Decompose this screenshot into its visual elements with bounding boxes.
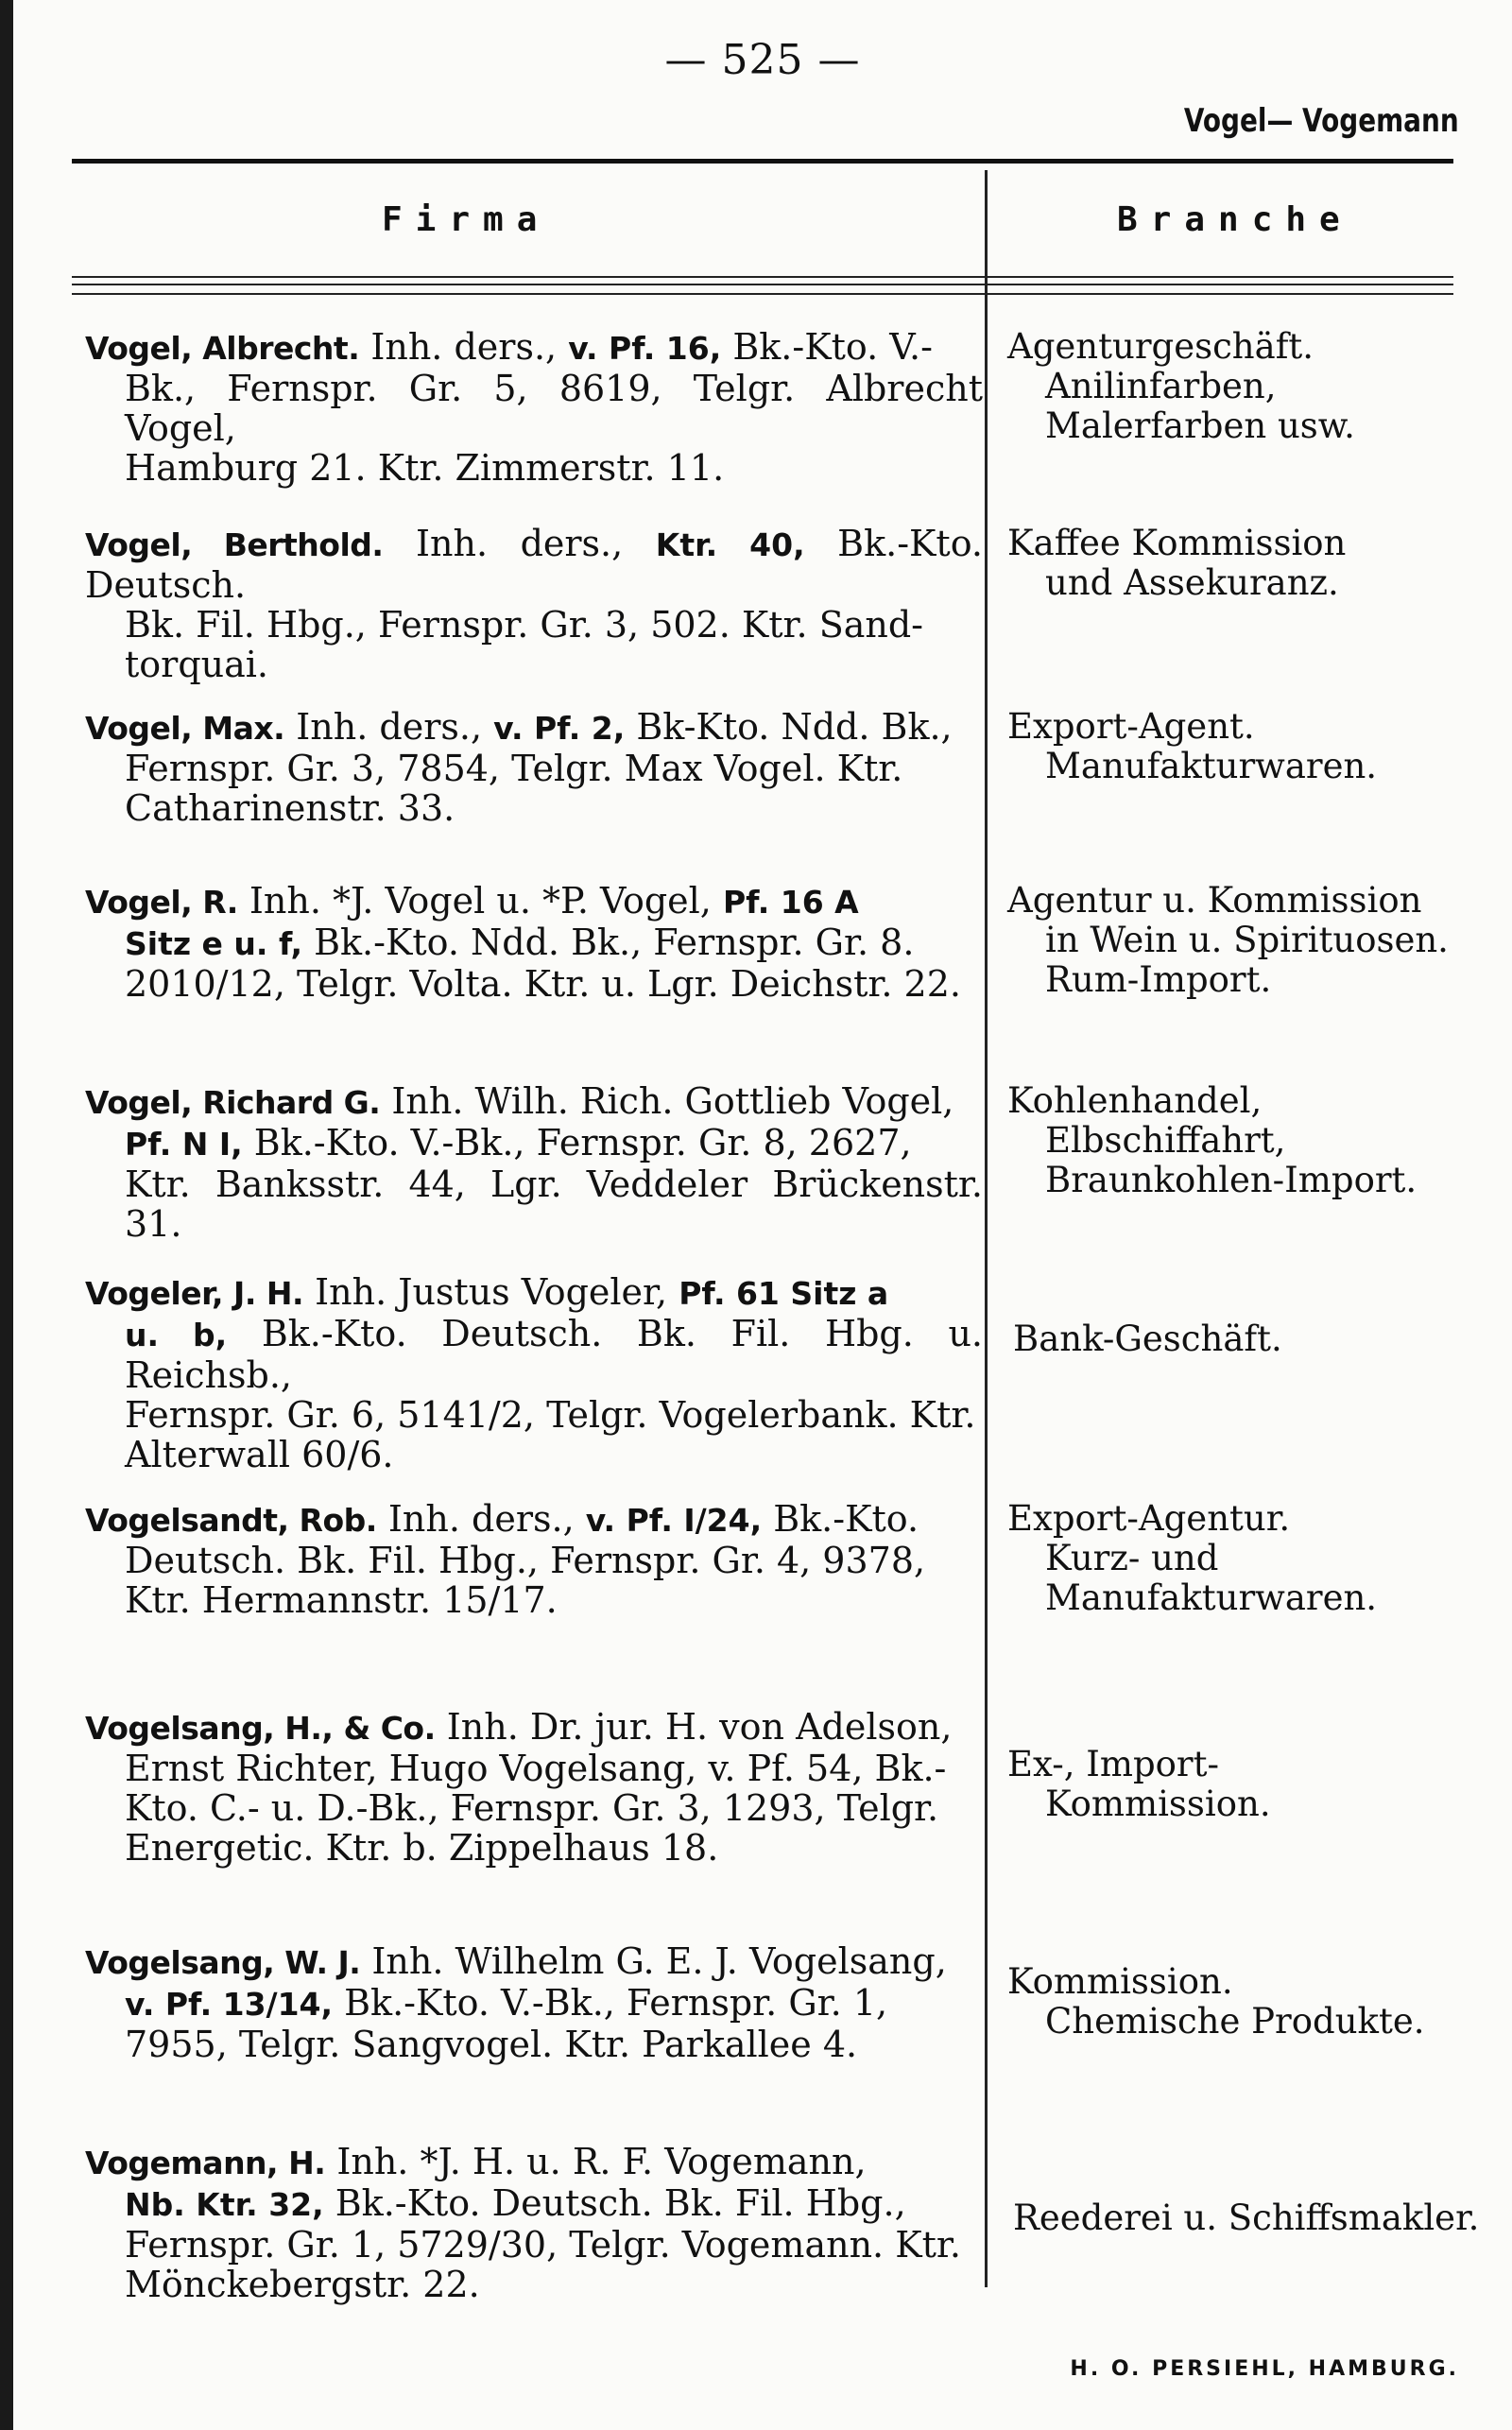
branch-text [1007,2198,1512,2238]
firm-detail: Inh. ders., [387,1498,586,1540]
firm-detail-bold: Pf. 61 Sitz a [679,1275,889,1312]
branch-text [1007,881,1512,1000]
branch-line: Reederei u. Schiffsmakler. [1013,2197,1480,2238]
firm-text [85,2142,983,2304]
firm-detail: Bk.-Kto. Ndd. Bk., Fernspr. Gr. 8. [302,922,915,963]
firm-name: Vogeler, J. H. [85,1275,304,1312]
firm-detail-line: Fernspr. Gr. 1, 5729/30, Telgr. Vogemann. Ktr. [125,2224,961,2266]
firm-name: Vogelsang, H., & Co. [85,1710,436,1747]
firm-detail: Inh. *J. H. u. R. F. Vogemann, [336,2141,867,2182]
firm-detail: Bk-Kto. Ndd. Bk., [625,706,953,748]
firm-detail: Inh. Justus Vogeler, [315,1271,679,1313]
firm-detail-bold: Nb. Ktr. 32, [125,2186,324,2223]
firm-detail: Inh. ders., [415,523,656,564]
branch-line: Export-Agentur. [1007,1498,1291,1539]
firm-detail-line: Deutsch. Bk. Fil. Hbg., Fernspr. Gr. 4, 9378, [125,1540,926,1581]
scan-left-edge [0,0,13,2430]
firm-detail-line: Bk., Fernspr. Gr. 5, 8619, Telgr. Albrecht Vogel, [125,368,983,449]
firm-detail-line: Kto. C.- u. D.-Bk., Fernspr. Gr. 3, 1293, Telgr. [125,1787,939,1829]
branch-line: Chemische Produkte. [1045,2001,1425,2042]
column-header-rule [72,293,1453,295]
firm-detail: Inh. Wilhelm G. E. J. Vogelsang, [371,1940,947,1982]
column-header-rule [72,284,1453,285]
firm-detail: Bk.-Kto. V.- [721,326,933,368]
branch-line: Kommission. [1045,1784,1271,1824]
branch-line: Malerfarben usw. [1045,405,1355,446]
firm-text [85,1499,983,1620]
branch-line: Kaffee Kommission [1007,523,1347,563]
firm-text [85,881,983,1004]
branch-line: Bank-Geschäft. [1013,1318,1282,1359]
branch-text [1007,1081,1512,1200]
firm-detail-bold: Ktr. 40, [655,526,805,563]
firm-text [85,1941,983,2064]
firm-text [85,1707,983,1868]
branch-text [1007,1499,1512,1618]
firm-detail-line: Bk. Fil. Hbg., Fernspr. Gr. 3, 502. Ktr. Sand- [125,604,924,646]
branch-line: Manufakturwaren. [1045,1577,1378,1618]
firm-detail-bold: v. Pf. 13/14, [125,1986,334,2023]
firm-detail: Bk.-Kto. Deutsch. Bk. Fil. Hbg. u. Reichsb., [125,1313,983,1396]
branch-line: Agenturgeschäft. [1007,326,1314,367]
column-divider [985,170,988,2287]
branch-text [1007,1745,1512,1824]
branch-line: Ex-, Import- [1007,1744,1219,1784]
branch-line: in Wein u. Spirituosen. [1045,920,1449,960]
firm-detail-bold: Sitz e u. f, [125,925,303,962]
firm-detail-line: Energetic. Ktr. b. Zippelhaus 18. [125,1827,719,1869]
firm-detail-line: torquai. [125,644,268,685]
branch-line: Elbschiffahrt, [1045,1120,1286,1161]
firm-detail-line: Ktr. Banksstr. 44, Lgr. Veddeler Brückenstr. 31. [125,1163,983,1245]
firm-detail-line: Fernspr. Gr. 6, 5141/2, Telgr. Vogelerbank. Ktr. [125,1394,976,1436]
firm-detail-bold: v. Pf. 16, [568,330,722,367]
firm-detail: Inh. ders., [296,706,494,748]
column-header-rule [72,276,1453,278]
branch-line: Kommission. [1007,1961,1233,2002]
firm-detail-bold: u. b, [125,1317,228,1353]
header-rule [72,159,1453,164]
branch-line: Kohlenhandel, [1007,1080,1263,1121]
branch-line: Export-Agent. [1007,706,1255,747]
firm-name: Vogelsandt, Rob. [85,1502,377,1539]
branch-text [1007,327,1512,446]
firm-detail: Bk.-Kto. V.-Bk., Fernspr. Gr. 1, [333,1982,888,2024]
printer-imprint: H. O. PERSIEHL, HAMBURG. [1070,2357,1459,2381]
branch-line: Rum-Import. [1045,959,1272,1000]
firm-detail-line: Mönckebergstr. 22. [125,2264,480,2305]
firm-text [85,327,983,488]
firm-detail-bold: Pf. 16 A [722,884,859,921]
firm-detail: Inh. ders., [370,326,569,368]
branch-line: und Assekuranz. [1045,562,1339,603]
firm-text [85,707,983,828]
firm-detail-line: Catharinenstr. 33. [125,787,455,829]
firm-detail-bold: v. Pf. 2, [493,710,626,747]
firm-detail-bold: v. Pf. I/24, [585,1502,763,1539]
firm-text [85,1272,983,1474]
firm-detail: Bk.-Kto. [762,1498,919,1540]
firm-detail-line: 2010/12, Telgr. Volta. Ktr. u. Lgr. Deichstr. 22. [125,963,961,1005]
firm-detail: Inh. Wilh. Rich. Gottlieb Vogel, [391,1080,954,1122]
firm-detail: Inh. Dr. jur. H. von Adelson, [446,1706,953,1748]
firm-detail-line: 7955, Telgr. Sangvogel. Ktr. Parkallee 4. [125,2024,858,2065]
firm-detail-bold: Pf. N I, [125,1126,243,1163]
branch-text [1007,1319,1512,1359]
branch-line: Braunkohlen-Import. [1045,1160,1418,1200]
firm-name: Vogelsang, W. J. [85,1944,361,1981]
firm-detail: Bk.-Kto. V.-Bk., Fernspr. Gr. 8, 2627, [242,1122,912,1163]
firm-name: Vogel, R. [85,884,238,921]
firm-detail-line: Ernst Richter, Hugo Vogelsang, v. Pf. 54, Bk.- [125,1748,947,1789]
page-number: — 525 — [664,36,861,84]
branch-text [1007,1962,1512,2042]
branch-text [1007,707,1512,786]
firm-detail: Inh. *J. Vogel u. *P. Vogel, [249,880,723,922]
directory-page [13,0,1512,2430]
branch-line: Agentur u. Kommission [1007,880,1422,921]
firm-detail-line: Fernspr. Gr. 3, 7854, Telgr. Max Vogel. Ktr. [125,748,903,789]
firm-detail: Bk.-Kto. Deutsch. Bk. Fil. Hbg., [323,2182,906,2224]
branch-line: Manufakturwaren. [1045,746,1378,786]
branch-line: Kurz- und [1045,1538,1219,1578]
firm-name: Vogel, Max. [85,710,285,747]
firm-name: Vogel, Berthold. [85,526,384,563]
branch-line: Anilinfarben, [1045,366,1277,406]
column-header-branch: Branche [1117,200,1353,239]
branch-text [1007,524,1512,603]
column-header-firm: Firma [382,200,551,239]
running-head: Vogel— Vogemann [1184,102,1459,140]
firm-name: Vogemann, H. [85,2145,326,2181]
firm-name: Vogel, Richard G. [85,1084,381,1121]
firm-text [85,1081,983,1244]
firm-detail-line: Ktr. Hermannstr. 15/17. [125,1579,558,1621]
firm-detail-line: Hamburg 21. Ktr. Zimmerstr. 11. [125,447,725,489]
firm-detail: Bk.-Kto. Deutsch. [85,523,983,606]
firm-detail-line: Alterwall 60/6. [125,1434,394,1475]
firm-name: Vogel, Albrecht. [85,330,360,367]
firm-text [85,524,983,684]
